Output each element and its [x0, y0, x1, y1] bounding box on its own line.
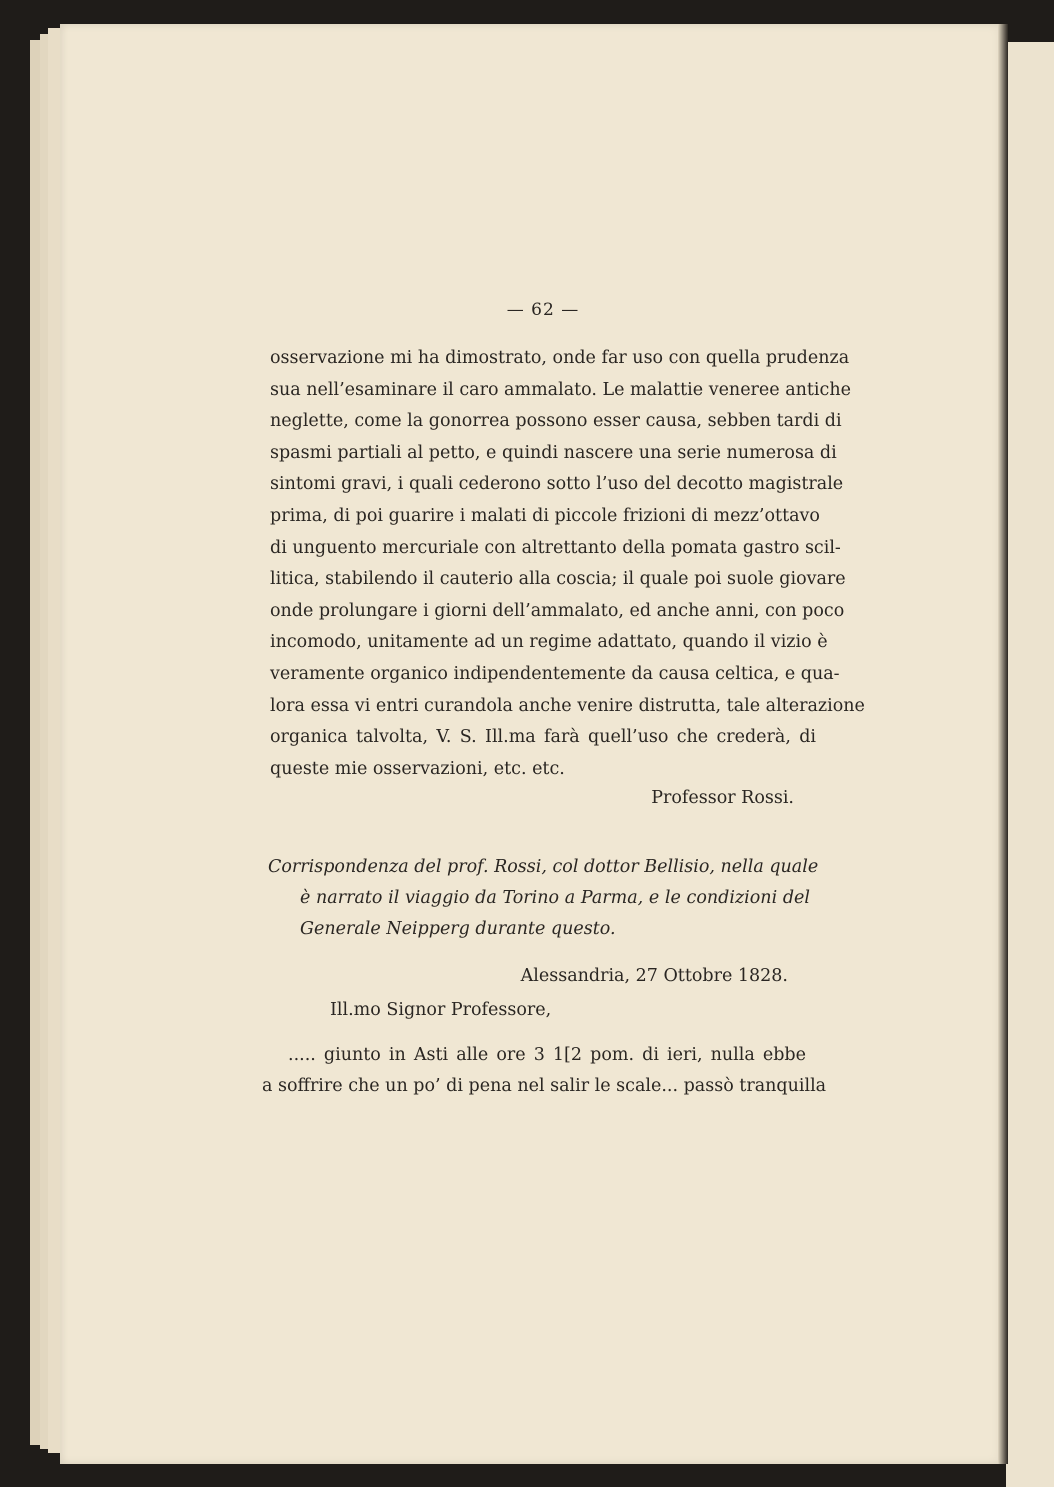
text-line: lora essa vi entri curandola anche venire distrutta, tale alterazione [270, 695, 865, 716]
text-line: prima, di poi guarire i malati di piccole frizioni di mezz’ottavo [270, 505, 820, 526]
text-line: sua nell’esaminare il caro ammalato. Le malattie veneree antiche [270, 379, 851, 400]
text-line: organica talvolta, V. S. Ill.ma farà quell’uso che crederà, di [270, 727, 816, 748]
letter-date: Alessandria, 27 Ottobre 1828. [520, 966, 788, 986]
facing-page [1006, 42, 1054, 1487]
text-line: onde prolungare i giorni dell’ammalato, ed anche anni, con poco [270, 600, 845, 621]
letter-line: ..... giunto in Asti alle ore 3 1[2 pom. di ieri, nulla ebbe [288, 1045, 806, 1065]
text-line: neglette, come la gonorrea possono esser causa, sebben tardi di [270, 411, 842, 432]
body-paragraph [270, 343, 865, 785]
letter-line: a soffrire che un po’ di pena nel salir le scale... passò tranquilla [262, 1076, 827, 1096]
text-line: sintomi gravi, i quali cederono sotto l’uso del decotto magistrale [270, 474, 844, 495]
section-heading [268, 852, 819, 945]
text-line: queste mie osservazioni, etc. etc. [270, 758, 565, 779]
text-line: veramente organico indipendentemente da causa celtica, e qua- [270, 663, 840, 684]
page-gutter [998, 24, 1008, 1464]
heading-line: è narrato il viaggio da Torino a Parma, e le condizioni del [300, 888, 810, 908]
page-number: — 62 — [506, 300, 580, 320]
text-line: osservazione mi ha dimostrato, onde far uso con quella prudenza [270, 348, 850, 368]
heading-line: Corrispondenza del prof. Rossi, col dottor Bellisio, nella quale [268, 857, 819, 877]
letter-body [262, 1040, 827, 1102]
text-line: di unguento mercuriale con altrettanto della pomata gastro scil- [270, 537, 841, 558]
text-line: spasmi partiali al petto, e quindi nascere una serie numerosa di [270, 442, 837, 463]
text-line: incomodo, unitamente ad un regime adattato, quando il vizio è [270, 632, 828, 653]
text-line: litica, stabilendo il cauterio alla coscia; il quale poi suole giovare [270, 569, 846, 590]
salutation: Ill.mo Signor Professore, [330, 1000, 552, 1020]
heading-line: Generale Neipperg durante questo. [300, 919, 616, 939]
signature: Professor Rossi. [651, 788, 794, 808]
